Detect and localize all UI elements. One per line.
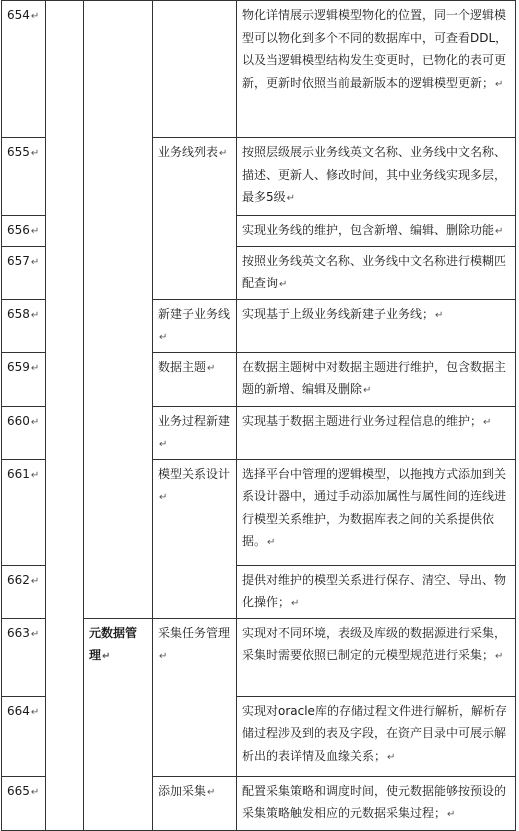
description-cell: 实现对不同环境，表级及库级的数据源进行采集，采集时需要依照已制定的元模型规范进行采集；↵	[237, 618, 516, 696]
sub-function-cell: 业务线列表↵	[153, 138, 237, 300]
sub-function-cell: 采集任务管理↵	[153, 618, 237, 776]
description-cell: 配置采集策略和调度时间，使元数据能够按预设的采集策略触发相应的元数据采集过程；↵	[237, 776, 516, 830]
table-row	[2, 1, 516, 138]
row-number-cell: 661↵	[2, 459, 46, 565]
row-number-cell: 654↵	[2, 1, 46, 138]
level1-cell	[46, 1, 84, 831]
row-number-cell: 655↵	[2, 138, 46, 216]
description-cell: 实现业务线的维护，包含新增、编辑、删除功能↵	[237, 216, 516, 247]
row-number-cell: 658↵	[2, 299, 46, 352]
level2-cell	[84, 1, 153, 619]
sub-function-cell: 业务过程新建↵	[153, 406, 237, 459]
row-number-cell: 663↵	[2, 618, 46, 696]
sub-function-cell: 模型关系设计↵	[153, 459, 237, 618]
description-cell: 提供对维护的模型关系进行保存、清空、导出、物化操作；↵	[237, 565, 516, 618]
description-cell: 实现基于数据主题进行业务过程信息的维护；↵	[237, 406, 516, 459]
description-cell: 按照层级展示业务线英文名称、业务线中文名称、描述、更新人、修改时间，其中业务线实现多层，最多5级↵	[237, 138, 516, 216]
row-number-cell: 665↵	[2, 776, 46, 830]
requirements-table	[1, 0, 516, 831]
sub-function-cell: 新建子业务线↵	[153, 299, 237, 352]
row-number-cell: 657↵	[2, 246, 46, 299]
row-number-cell: 664↵	[2, 696, 46, 776]
level2-cell: 元数据管理↵	[84, 618, 153, 830]
sub-function-cell	[153, 1, 237, 138]
row-number-cell: 660↵	[2, 406, 46, 459]
description-cell: 实现基于上级业务线新建子业务线；↵	[237, 299, 516, 352]
sub-function-cell: 数据主题↵	[153, 352, 237, 406]
row-number-cell: 659↵	[2, 352, 46, 406]
description-cell: 物化详情展示逻辑模型物化的位置，同一个逻辑模型可以物化到多个不同的数据库中，可查看DDL，以及当逻辑模型结构发生变更时，已物化的表可更新，更新时依照当前最新版本的逻辑模型更新；↵	[237, 1, 516, 138]
row-number-cell: 656↵	[2, 216, 46, 247]
description-cell: 实现对oracle库的存储过程文件进行解析，解析存储过程涉及到的表及字段，在资产目录中可展示解析出的表详情及血缘关系；↵	[237, 696, 516, 776]
row-number-cell: 662↵	[2, 565, 46, 618]
description-cell: 选择平台中管理的逻辑模型，以拖拽方式添加到关系设计器中，通过手动添加属性与属性间的连线进行模型关系维护，为数据库表之间的关系提供依据。↵	[237, 459, 516, 565]
sub-function-cell: 添加采集↵	[153, 776, 237, 830]
description-cell: 按照业务线英文名称、业务线中文名称进行模糊匹配查询↵	[237, 246, 516, 299]
description-cell: 在数据主题树中对数据主题进行维护，包含数据主题的新增、编辑及删除↵	[237, 352, 516, 406]
